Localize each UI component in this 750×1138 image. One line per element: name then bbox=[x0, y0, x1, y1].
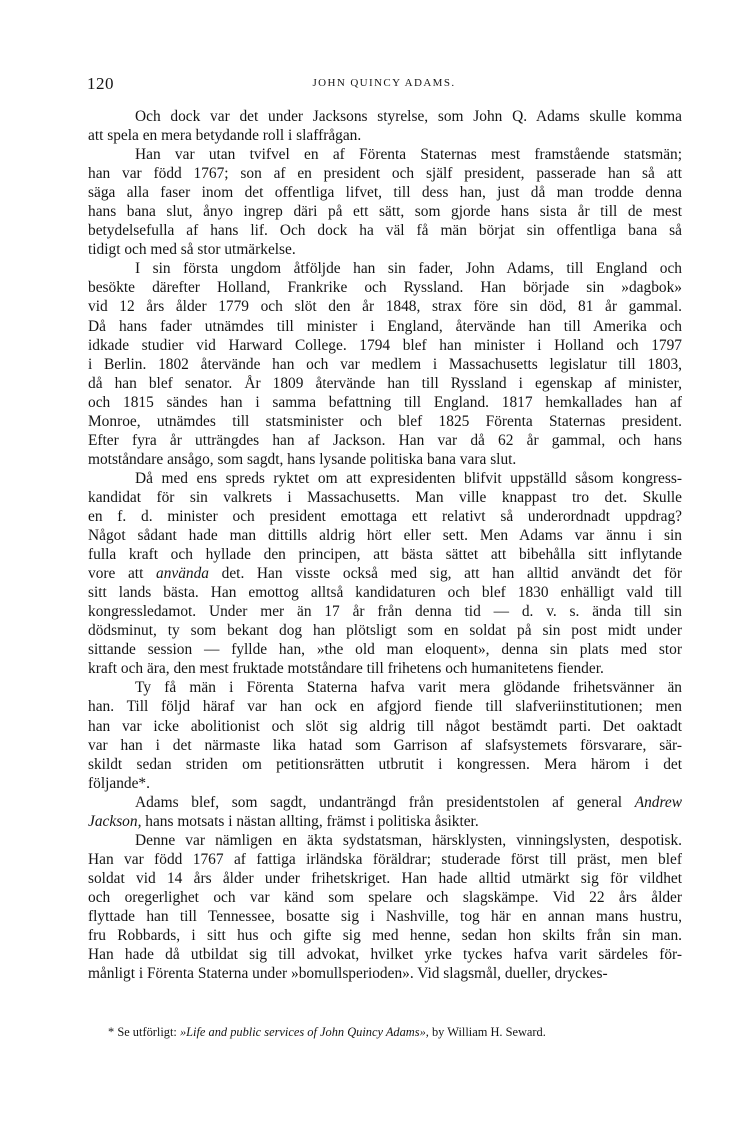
text-line: kongressledamot. Under mer än 17 år från denna tid — d. v. s. ända till sin bbox=[88, 603, 682, 621]
text-line: Och dock var det under Jacksons styrelse, som John Q. Adams skulle komma bbox=[135, 108, 682, 125]
text-line: tidigt och med så stor utmärkelse. bbox=[88, 241, 296, 259]
text-line: I sin första ungdom åtföljde han sin fader, John Adams, till England och bbox=[135, 260, 682, 278]
text-line: följande*. bbox=[88, 774, 150, 792]
text-line: kandidat för sin valkrets i Massachusetts. Man ville knappast tro det. Skulle bbox=[88, 488, 682, 506]
footnote-prefix: Se utförligt: bbox=[117, 1025, 180, 1039]
text-line: betydelsefulla af hans lif. Och dock ha väl få män börjat sin offentliga bana så bbox=[88, 222, 682, 240]
text-line: Ty få män i Förenta Staterna hafva varit mera glödande frihetsvänner än bbox=[135, 679, 682, 697]
text-line: och 1815 sändes han i samma befattning till England. 1817 hemkallades han af bbox=[88, 393, 682, 411]
text-line: sitt lands bästa. Han emottog alltså kandidaturen och blef 1830 enhälligt vald till bbox=[88, 584, 682, 602]
text-line: Monroe, utnämdes till statsminister och blef 1825 Förenta Staternas president. bbox=[88, 412, 682, 430]
footnote-title: »Life and public services of John Quincy Adams», bbox=[179, 1025, 429, 1039]
text-line: skildt sedan striden om petitionsrätten utbrutit i kongressen. Mera härom i det bbox=[88, 755, 682, 773]
text-line: säga alla faser inom det offentliga lifvet, till dess han, just då man trodde denna bbox=[88, 184, 682, 202]
text-line: månligt i Förenta Staterna under »bomullsperioden». Vid slagsmål, dueller, dryckes- bbox=[88, 965, 608, 983]
text-line: flyttade han till Tennessee, bosatte sig i Nashville, tog här en annan mans hustru, bbox=[88, 907, 682, 925]
text-line: Adams blef, som sagdt, undanträngd från presidentstolen af general Andrew bbox=[135, 793, 682, 811]
text-line: idkade studier vid Harward College. 1794 blef han minister i Holland och 1797 bbox=[88, 336, 682, 354]
footnote bbox=[108, 1024, 682, 1040]
text-line: att spela en mera betydande roll i slaffrågan. bbox=[88, 127, 362, 145]
text-line: dödsminut, ty som bekant dog han plötsligt som en soldat på sin post midt under bbox=[88, 622, 682, 640]
text-line: sittande session — fyllde han, »the old man eloquent», denna sin plats med stor bbox=[88, 641, 682, 659]
running-header bbox=[87, 74, 681, 96]
text-line: han var född 1767; son af en president och själf president, passerade han så att bbox=[88, 165, 682, 183]
text-line: fru Robbards, i sitt hus och gifte sig med henne, sedan hon skilts från sin man. bbox=[88, 927, 682, 945]
text-line: vore att använda det. Han visste också med sig, att han alltid användt det för bbox=[88, 565, 682, 583]
footnote-suffix: by William H. Seward. bbox=[431, 1025, 546, 1039]
text-line: fulla kraft och hyllade den principen, att bästa sättet att bibehålla sitt inflytande bbox=[88, 546, 682, 564]
text-line: Han var utan tvifvel en af Förenta Staternas mest framstående statsmän; bbox=[135, 146, 682, 164]
text-line: kraft och ära, den mest fruktade motståndare till frihetens och humanitetens fiender. bbox=[88, 660, 604, 678]
footnote-marker: * bbox=[108, 1025, 115, 1039]
text-line: Jackson, hans motsats i nästan allting, främst i politiska åsikter. bbox=[88, 812, 479, 830]
page-number: 120 bbox=[87, 74, 114, 93]
text-line: var han i det närmaste lika hatad som Garrison af slafsystemets försvarare, sär- bbox=[88, 736, 682, 754]
text-line: han. Till följd häraf var han ock en afgjord fiende till slafveriinstitutionen; men bbox=[88, 698, 682, 716]
text-line: Denne var nämligen en äkta sydstatsman, härsklysten, vinningslysten, despotisk. bbox=[135, 831, 682, 849]
text-line: Då med ens spreds ryktet om att expresidenten blifvit uppställd såsom kongress- bbox=[135, 469, 682, 487]
text-line: besökte därefter Holland, Frankrike och Ryssland. Han började sin »dagbok» bbox=[88, 279, 682, 297]
text-line: Något sådant hade man dittills aldrig hört eller sett. Men Adams var ännu i sin bbox=[88, 527, 682, 545]
text-line: och oregerlighet och var känd som spelare och slagskämpe. Vid 22 års ålder bbox=[88, 888, 682, 906]
body-text bbox=[88, 107, 682, 983]
text-line: hans bana slut, ånyo ingrep däri på ett sätt, som gjorde hans sista år till de mest bbox=[88, 203, 682, 221]
text-line: Efter fyra år utträngdes han af Jackson. Han var då 62 år gammal, och hans bbox=[88, 431, 682, 449]
text-line: Då hans fader utnämdes till minister i England, återvände han till Amerika och bbox=[88, 317, 682, 335]
text-line: i Berlin. 1802 återvände han och var medlem i Massachusetts legislatur till 1803, bbox=[88, 355, 682, 373]
text-line: Han hade då utbildat sig till advokat, hvilket yrke tyckes hafva varit särdeles för- bbox=[88, 946, 682, 964]
text-line: han var icke abolitionist och slöt sig aldrig till något bestämdt parti. Det oaktadt bbox=[88, 717, 682, 735]
text-line: Han var född 1767 af fattiga irländska föräldrar; studerade först till präst, men blef bbox=[88, 850, 682, 868]
text-line: en f. d. minister och president emottaga ett relativt så underordnadt uppdrag? bbox=[88, 507, 682, 525]
text-line: soldat vid 14 års ålder under frihetskriget. Han hade alltid utmärkt sig för vildhet bbox=[88, 869, 682, 887]
text-line: vid 12 års ålder 1779 och slöt den år 1848, strax före sin död, 81 år gammal. bbox=[88, 298, 682, 316]
text-line: då han blef senator. År 1809 återvände han till Ryssland i egenskap af minister, bbox=[88, 374, 682, 392]
text-line: motståndare ansågo, som sagdt, hans lysande politiska bana vara slut. bbox=[88, 450, 517, 468]
running-title: JOHN QUINCY ADAMS. bbox=[312, 77, 456, 89]
